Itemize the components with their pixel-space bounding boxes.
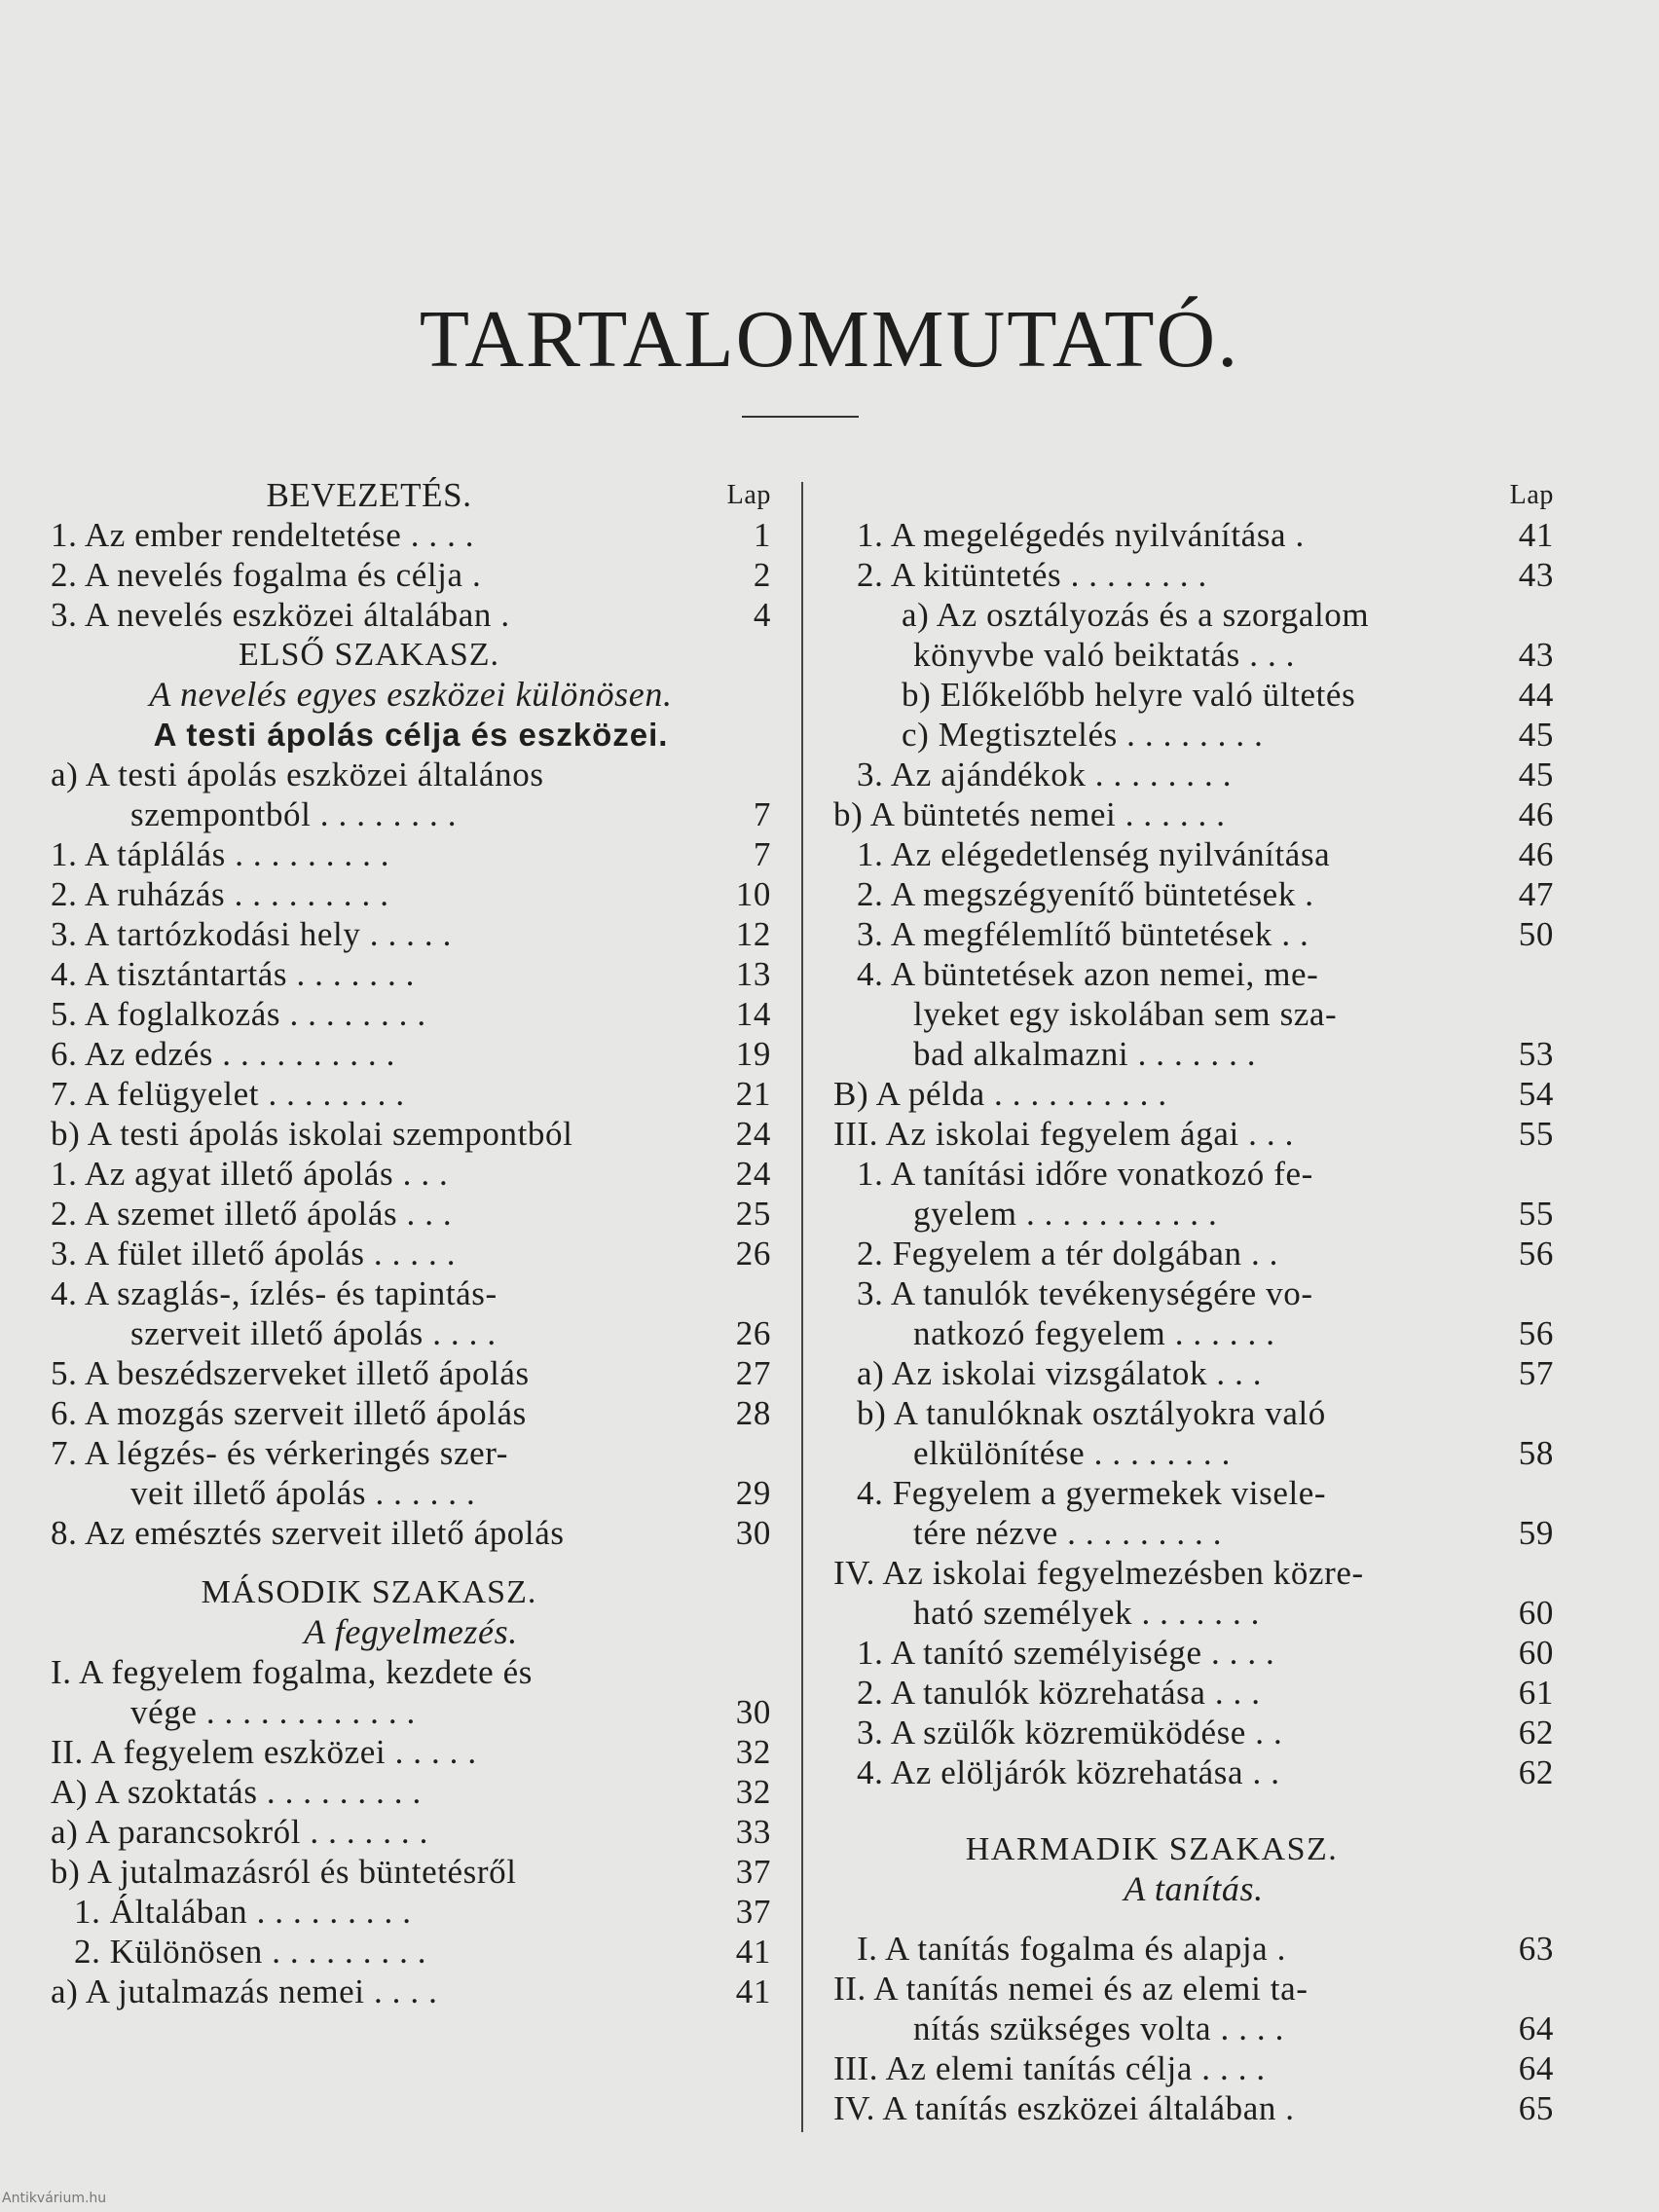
toc-entry-page: 1 xyxy=(753,516,771,554)
toc-entry-page: 4 xyxy=(753,596,771,634)
toc-entry-text: 2. A szemet illető ápolás . . . xyxy=(51,1195,453,1233)
toc-entry xyxy=(51,1234,771,1273)
toc-entry-page: 26 xyxy=(735,1314,771,1352)
toc-entry-page: 2 xyxy=(753,556,771,594)
toc-entry xyxy=(51,874,771,914)
toc-entry-text: bad alkalmazni . . . . . . . xyxy=(913,1035,1257,1073)
toc-entry-page: 43 xyxy=(1518,556,1554,594)
toc-entry xyxy=(833,914,1554,954)
toc-entry xyxy=(51,715,771,755)
toc-entry-page: 53 xyxy=(1518,1035,1554,1073)
toc-entry xyxy=(51,1353,771,1393)
toc-entry-page: 45 xyxy=(1518,716,1554,754)
toc-entry-page: 46 xyxy=(1518,835,1554,873)
toc-entry xyxy=(51,1892,771,1932)
toc-entry xyxy=(51,1273,771,1313)
toc-entry xyxy=(51,1972,771,2011)
toc-entry-text: 3. A megfélemlítő büntetések . . xyxy=(857,915,1309,953)
toc-entry-page: 41 xyxy=(1518,516,1554,554)
toc-entry xyxy=(833,1792,1554,1829)
toc-entry-text: b) Előkelőbb helyre való ültetés xyxy=(902,676,1356,714)
toc-entry-text: II. A tanítás nemei és az elemi ta- xyxy=(833,1970,1309,2008)
toc-entry-page: 61 xyxy=(1518,1674,1554,1712)
toc-entry-text: ható személyek . . . . . . . xyxy=(913,1594,1261,1632)
toc-entry-text: ELSŐ SZAKASZ. xyxy=(238,637,500,673)
toc-entry-page: 56 xyxy=(1518,1235,1554,1272)
toc-entry-page: Lap xyxy=(726,480,771,510)
toc-entry-text: a) A parancsokról . . . . . . . xyxy=(51,1813,428,1851)
toc-entry xyxy=(833,1194,1554,1234)
toc-entry-text: veit illető ápolás . . . . . . xyxy=(130,1474,476,1512)
toc-entry xyxy=(833,475,1554,515)
toc-entry xyxy=(51,1473,771,1513)
toc-entry xyxy=(833,1273,1554,1313)
toc-entry-text: b) A testi ápolás iskolai szempontból xyxy=(51,1115,573,1153)
toc-entry xyxy=(51,794,771,834)
toc-entry xyxy=(833,1673,1554,1713)
toc-entry xyxy=(833,2088,1554,2128)
toc-entry xyxy=(51,755,771,794)
toc-entry-text: 2. A kitüntetés . . . . . . . . xyxy=(857,556,1207,594)
toc-entry-page: 24 xyxy=(735,1115,771,1153)
toc-entry xyxy=(833,1313,1554,1353)
toc-entry xyxy=(51,1652,771,1692)
toc-entry-page: 59 xyxy=(1518,1514,1554,1552)
toc-entry-text: A testi ápolás célja és eszközei. xyxy=(153,717,669,753)
toc-entry-page: 57 xyxy=(1518,1354,1554,1392)
toc-entry-page: 64 xyxy=(1518,2009,1554,2047)
toc-entry xyxy=(51,1812,771,1852)
toc-entry-page: 21 xyxy=(735,1075,771,1113)
toc-entry-page: 41 xyxy=(735,1972,771,2010)
toc-entry xyxy=(833,1473,1554,1513)
toc-entry xyxy=(51,675,771,715)
toc-entry-page: 7 xyxy=(753,795,771,833)
toc-entry xyxy=(833,1553,1554,1593)
toc-entry-text: vége . . . . . . . . . . . . xyxy=(130,1693,416,1731)
toc-entry-text: 2. A tanulók közrehatása . . . xyxy=(857,1674,1261,1712)
toc-entry xyxy=(51,914,771,954)
toc-entry-page: 37 xyxy=(735,1893,771,1931)
toc-entry-text: a) A testi ápolás eszközei általános xyxy=(51,756,544,793)
toc-entry-page: 62 xyxy=(1518,1753,1554,1791)
toc-entry-text: 1. A megelégedés nyilvánítása . xyxy=(857,516,1305,554)
toc-entry-page: 30 xyxy=(735,1514,771,1552)
toc-entry xyxy=(51,1772,771,1812)
toc-entry-text: 7. A felügyelet . . . . . . . . xyxy=(51,1075,405,1113)
toc-entry-text: tére nézve . . . . . . . . . xyxy=(913,1514,1223,1552)
toc-entry xyxy=(51,1553,771,1572)
toc-entry xyxy=(833,1633,1554,1673)
toc-entry xyxy=(833,2009,1554,2048)
toc-entry-text: a) A jutalmazás nemei . . . . xyxy=(51,1972,438,2010)
toc-entry-text: IV. A tanítás eszközei általában . xyxy=(833,2089,1295,2127)
toc-entry-text: 1. Az elégedetlenség nyilvánítása xyxy=(857,835,1331,873)
toc-entry-text: III. Az elemi tanítás célja . . . . xyxy=(833,2049,1266,2087)
toc-entry-text: HARMADIK SZAKASZ. xyxy=(965,1831,1339,1867)
toc-entry xyxy=(833,1234,1554,1273)
toc-entry xyxy=(833,1154,1554,1194)
toc-entry-text: lyeket egy iskolában sem sza- xyxy=(913,995,1338,1033)
toc-entry xyxy=(833,994,1554,1034)
toc-entry-text: 2. Fegyelem a tér dolgában . . xyxy=(857,1235,1279,1272)
toc-entry-text: szerveit illető ápolás . . . . xyxy=(130,1314,497,1352)
toc-entry-text: b) A jutalmazásról és büntetésről xyxy=(51,1853,517,1891)
toc-entry-page: 56 xyxy=(1518,1314,1554,1352)
toc-entry xyxy=(833,675,1554,715)
toc-entry xyxy=(51,954,771,994)
toc-entry-page: 64 xyxy=(1518,2049,1554,2087)
toc-entry-text: 2. A ruházás . . . . . . . . . xyxy=(51,875,389,913)
toc-entry-page: 25 xyxy=(735,1195,771,1233)
toc-entry-page: Lap xyxy=(1509,480,1554,510)
toc-entry-page: 24 xyxy=(735,1155,771,1193)
toc-entry-page: 50 xyxy=(1518,915,1554,953)
toc-entry xyxy=(833,1829,1554,1869)
toc-entry-page: 32 xyxy=(735,1773,771,1811)
toc-entry xyxy=(833,1353,1554,1393)
toc-entry xyxy=(833,635,1554,675)
toc-entry-text: 2. A megszégyenítő büntetések . xyxy=(857,875,1314,913)
toc-entry xyxy=(833,794,1554,834)
toc-entry xyxy=(833,1909,1554,1929)
toc-entry xyxy=(51,1433,771,1473)
toc-entry xyxy=(833,874,1554,914)
toc-entry xyxy=(833,1752,1554,1792)
toc-entry-text: 7. A légzés- és vérkeringés szer- xyxy=(51,1434,509,1472)
toc-entry-text: 1. A táplálás . . . . . . . . . xyxy=(51,835,390,873)
toc-entry xyxy=(833,1074,1554,1114)
toc-entry xyxy=(51,1154,771,1194)
toc-entry-page: 55 xyxy=(1518,1115,1554,1153)
toc-entry-text: 3. A szülők közremüködése . . xyxy=(857,1714,1283,1751)
toc-entry-page: 28 xyxy=(735,1394,771,1432)
toc-entry xyxy=(833,595,1554,635)
toc-entry-text: elkülönítése . . . . . . . . xyxy=(913,1434,1231,1472)
toc-entry xyxy=(51,1692,771,1732)
toc-entry-text: a) Az iskolai vizsgálatok . . . xyxy=(857,1354,1263,1392)
toc-entry-text: MÁSODIK SZAKASZ. xyxy=(201,1574,537,1610)
toc-entry xyxy=(833,1969,1554,2009)
toc-entry-page: 30 xyxy=(735,1693,771,1731)
toc-entry xyxy=(51,1932,771,1972)
toc-entry-page: 14 xyxy=(735,995,771,1033)
toc-entry-text: 4. A büntetések azon nemei, me- xyxy=(857,955,1319,993)
toc-entry xyxy=(51,555,771,595)
page-title: TARTALOMMUTATÓ. xyxy=(419,294,1240,385)
watermark-footer: Antikvárium.hu xyxy=(2,2191,107,2206)
toc-entry-page: 37 xyxy=(735,1853,771,1891)
toc-entry-page: 63 xyxy=(1518,1930,1554,1968)
toc-entry-page: 13 xyxy=(735,955,771,993)
toc-entry xyxy=(51,994,771,1034)
toc-entry-text: 4. Fegyelem a gyermekek visele- xyxy=(857,1474,1327,1512)
toc-entry-text: BEVEZETÉS. xyxy=(266,476,472,514)
toc-entry-text: IV. Az iskolai fegyelmezésben közre- xyxy=(833,1554,1364,1592)
toc-entry-text: II. A fegyelem eszközei . . . . . xyxy=(51,1733,477,1771)
toc-entry-text: A fegyelmezés. xyxy=(304,1612,518,1651)
toc-entry xyxy=(833,555,1554,595)
toc-entry-page: 60 xyxy=(1518,1594,1554,1632)
toc-entry-text: natkozó fegyelem . . . . . . xyxy=(913,1314,1275,1352)
toc-entry xyxy=(833,1593,1554,1633)
toc-entry xyxy=(833,1513,1554,1553)
toc-entry xyxy=(833,1929,1554,1969)
toc-entry-text: 4. Az elöljárók közrehatása . . xyxy=(857,1753,1280,1791)
toc-entry-page: 58 xyxy=(1518,1434,1554,1472)
toc-entry-page: 27 xyxy=(735,1354,771,1392)
toc-entry-text: c) Megtisztelés . . . . . . . . xyxy=(902,716,1264,754)
toc-entry-page: 12 xyxy=(735,915,771,953)
toc-entry-text: 2. Különösen . . . . . . . . . xyxy=(74,1933,427,1971)
toc-entry-text: 1. Általában . . . . . . . . . xyxy=(74,1893,412,1931)
column-divider xyxy=(801,482,803,2132)
toc-entry-text: 1. A tanító személyisége . . . . xyxy=(857,1634,1275,1672)
toc-entry-page: 29 xyxy=(735,1474,771,1512)
toc-entry-text: b) A tanulóknak osztályokra való xyxy=(857,1394,1326,1432)
toc-entry-text: 3. A nevelés eszközei általában . xyxy=(51,596,510,634)
toc-entry xyxy=(51,475,771,515)
toc-entry-page: 55 xyxy=(1518,1195,1554,1233)
toc-entry-text: nítás szükséges volta . . . . xyxy=(913,2009,1284,2047)
toc-entry xyxy=(51,635,771,675)
toc-entry xyxy=(51,515,771,555)
toc-entry xyxy=(833,1433,1554,1473)
toc-entry xyxy=(51,1194,771,1234)
toc-entry-text: I. A fegyelem fogalma, kezdete és xyxy=(51,1653,534,1691)
toc-entry-page: 32 xyxy=(735,1733,771,1771)
toc-entry xyxy=(51,1612,771,1652)
toc-column-left xyxy=(51,475,771,2011)
toc-entry xyxy=(833,755,1554,794)
toc-entry-page: 47 xyxy=(1518,875,1554,913)
toc-entry-page: 43 xyxy=(1518,636,1554,674)
toc-entry-text: A) A szoktatás . . . . . . . . . xyxy=(51,1773,422,1811)
toc-entry-page: 46 xyxy=(1518,795,1554,833)
toc-entry-page: 44 xyxy=(1518,676,1554,714)
toc-entry xyxy=(51,1393,771,1433)
toc-entry xyxy=(51,595,771,635)
toc-entry-text: 1. Az ember rendeltetése . . . . xyxy=(51,516,475,554)
toc-entry-text: A tanítás. xyxy=(1124,1869,1264,1908)
toc-entry-text: I. A tanítás fogalma és alapja . xyxy=(857,1930,1287,1968)
toc-entry-text: b) A büntetés nemei . . . . . . xyxy=(833,795,1226,833)
toc-entry-text: 5. A foglalkozás . . . . . . . . xyxy=(51,995,426,1033)
toc-entry-text: 2. A nevelés fogalma és célja . xyxy=(51,556,482,594)
toc-entry xyxy=(51,1313,771,1353)
toc-entry xyxy=(51,1034,771,1074)
title-rule xyxy=(742,416,859,418)
toc-entry xyxy=(51,834,771,874)
toc-entry xyxy=(51,1513,771,1553)
toc-entry xyxy=(51,1572,771,1612)
toc-entry-text: A nevelés egyes eszközei különösen. xyxy=(149,675,673,714)
toc-entry-text: 4. A tisztántartás . . . . . . . xyxy=(51,955,416,993)
toc-entry-text: szempontból . . . . . . . . xyxy=(130,795,458,833)
toc-entry xyxy=(833,834,1554,874)
toc-entry-text: 1. Az agyat illető ápolás . . . xyxy=(51,1155,449,1193)
toc-entry-page: 33 xyxy=(735,1813,771,1851)
toc-entry-text: 6. A mozgás szerveit illető ápolás xyxy=(51,1394,527,1432)
toc-entry xyxy=(833,954,1554,994)
toc-entry xyxy=(833,1713,1554,1752)
toc-entry-text: 6. Az edzés . . . . . . . . . . xyxy=(51,1035,395,1073)
toc-entry-text: 4. A szaglás-, ízlés- és tapintás- xyxy=(51,1274,498,1312)
toc-entry-page: 62 xyxy=(1518,1714,1554,1751)
toc-entry-text: B) A példa . . . . . . . . . . xyxy=(833,1075,1167,1113)
toc-entry xyxy=(833,1114,1554,1154)
toc-entry xyxy=(833,2048,1554,2088)
toc-entry xyxy=(833,1869,1554,1909)
toc-entry xyxy=(51,1074,771,1114)
toc-entry-text: 3. A tanulók tevékenységére vo- xyxy=(857,1274,1313,1312)
toc-entry-page: 19 xyxy=(735,1035,771,1073)
toc-entry xyxy=(833,715,1554,755)
toc-entry-text: könyvbe való beiktatás . . . xyxy=(913,636,1295,674)
toc-entry xyxy=(51,1732,771,1772)
toc-entry-text: a) Az osztályozás és a szorgalom xyxy=(902,596,1370,634)
toc-column-right xyxy=(833,475,1554,2128)
toc-entry-page: 7 xyxy=(753,835,771,873)
toc-entry-page: 65 xyxy=(1518,2089,1554,2127)
toc-entry xyxy=(833,1034,1554,1074)
toc-entry-page: 45 xyxy=(1518,756,1554,793)
toc-entry-text: 5. A beszédszerveket illető ápolás xyxy=(51,1354,530,1392)
toc-entry xyxy=(833,515,1554,555)
toc-entry-text: 3. A tartózkodási hely . . . . . xyxy=(51,915,452,953)
toc-entry-text: 1. A tanítási időre vonatkozó fe- xyxy=(857,1155,1313,1193)
toc-entry-page: 10 xyxy=(735,875,771,913)
toc-entry xyxy=(51,1114,771,1154)
toc-entry-page: 26 xyxy=(735,1235,771,1272)
toc-entry xyxy=(833,1393,1554,1433)
toc-entry-page: 41 xyxy=(735,1933,771,1971)
toc-entry xyxy=(51,1852,771,1892)
toc-entry-text: 3. Az ajándékok . . . . . . . . xyxy=(857,756,1233,793)
toc-entry-text: gyelem . . . . . . . . . . . xyxy=(913,1195,1218,1233)
toc-entry-text: III. Az iskolai fegyelem ágai . . . xyxy=(833,1115,1294,1153)
toc-entry-text: 8. Az emésztés szerveit illető ápolás xyxy=(51,1514,565,1552)
toc-entry-text: 3. A fület illető ápolás . . . . . xyxy=(51,1235,457,1272)
toc-entry-page: 54 xyxy=(1518,1075,1554,1113)
toc-entry-page: 60 xyxy=(1518,1634,1554,1672)
